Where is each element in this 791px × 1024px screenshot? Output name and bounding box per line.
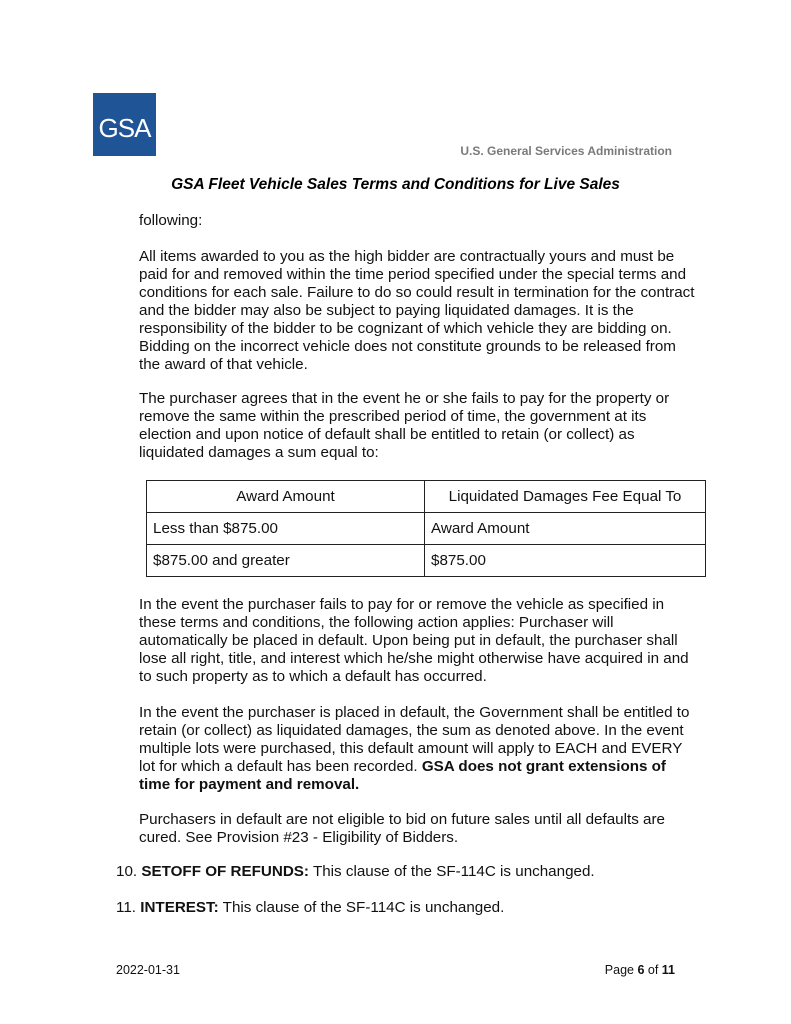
- gsa-logo: [93, 93, 156, 156]
- clause-number: 10.: [116, 863, 138, 880]
- page-prefix: Page: [604, 963, 638, 977]
- paragraph-text: [139, 704, 699, 794]
- page-total: 11: [661, 963, 675, 977]
- clause-label: SETOFF OF REFUNDS:: [141, 863, 309, 880]
- paragraph-text: In the event the purchaser fails to pay for or remove the vehicle as specified in these terms and conditions, the following action applies: Purchaser will automatically be placed in default. Upon being put in default, the purchaser shall lose all right, title, and interest which he/she might otherwise have acquired in and to such property as to which a default has occurred.: [139, 596, 689, 685]
- clause-number: 11.: [116, 899, 136, 916]
- document-title: GSA Fleet Vehicle Sales Terms and Conditions for Live Sales: [171, 176, 620, 193]
- logo-text: GSA: [98, 113, 151, 143]
- clause-interest: [116, 899, 716, 917]
- table-cell: Less than $875.00: [147, 513, 425, 545]
- paragraph-default-placement: [139, 704, 699, 794]
- clause-setoff-of-refunds: [116, 863, 716, 881]
- column-header: Liquidated Damages Fee Equal To: [425, 481, 706, 513]
- page-of: of: [644, 963, 662, 977]
- column-header: Award Amount: [147, 481, 425, 513]
- table-row: [147, 545, 706, 577]
- agency-name: U.S. General Services Administration: [460, 144, 672, 158]
- table-cell: Award Amount: [425, 513, 706, 545]
- table-row: [147, 513, 706, 545]
- liquidated-damages-table: [146, 480, 706, 577]
- page-current: 6: [637, 963, 645, 977]
- table-cell: $875.00: [425, 545, 706, 577]
- table-header-row: [147, 481, 706, 513]
- footer-date: 2022-01-31: [116, 963, 180, 977]
- clause-text: This clause of the SF-114C is unchanged.: [218, 899, 505, 916]
- clause-text: This clause of the SF-114C is unchanged.: [309, 863, 595, 880]
- paragraph-bold-text: GSA does not grant extensions of time for payment and removal.: [139, 758, 666, 793]
- table-cell: $875.00 and greater: [147, 545, 425, 577]
- continuation-text: [139, 212, 699, 230]
- clause-label: INTEREST:: [140, 899, 219, 916]
- paragraph-text: The purchaser agrees that in the event he or she fails to pay for the property or remove the same within the prescribed period of time, the government at its election and upon notice of default shall be entitled to retain (or collect) as liquidated damages a sum equal to:: [139, 390, 670, 461]
- paragraph-text: Purchasers in default are not eligible to bid on future sales until all defaults are cured. See Provision #23 - Eligibility of Bidders.: [139, 811, 665, 846]
- paragraph-liquidated-damages: [139, 390, 699, 462]
- paragraph-text: All items awarded to you as the high bidder are contractually yours and must be paid for and removed within the time period specified under the special terms and conditions for each sale. Failure to do so could result in termination for the contract and the bidder may also be subject to paying liquidated damages. It is the responsibility of the bidder to be cognizant of which vehicle they are bidding on. Bidding on the incorrect vehicle does not constitute grounds to be released from the award of that vehicle.: [139, 248, 695, 373]
- paragraph-default-action: [139, 596, 699, 686]
- paragraph-awarded-items: [139, 248, 699, 374]
- following-text: following:: [139, 212, 203, 229]
- paragraph-eligibility: [139, 811, 699, 847]
- paragraph-plain-text: In the event the purchaser is placed in default, the Government shall be entitled to retain (or collect) as liquidated damages, the sum as denoted above. In the event multiple lots were purchased, this default amount will apply to EACH and EVERY lot for which a default has been recorded.: [139, 704, 690, 775]
- page-number: [560, 963, 675, 977]
